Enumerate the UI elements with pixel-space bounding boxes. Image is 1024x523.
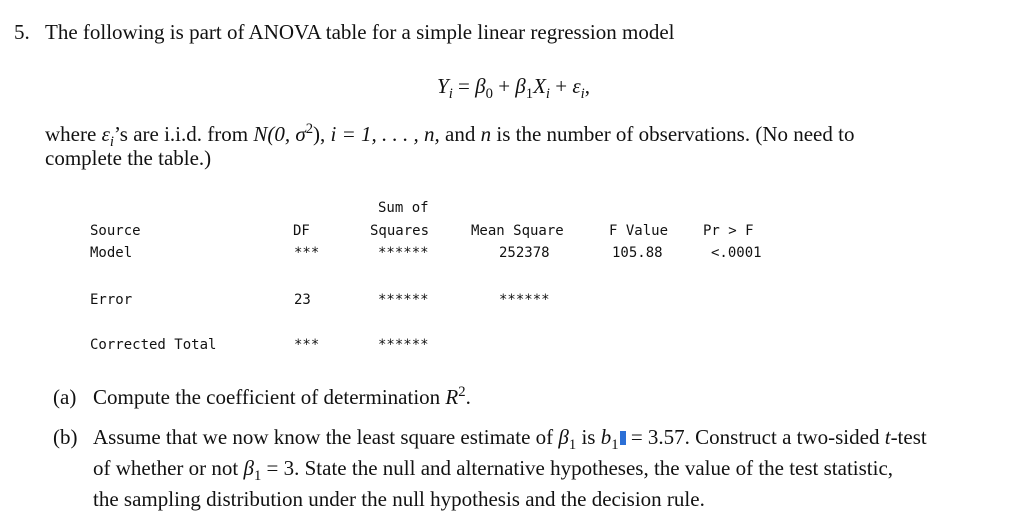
and-text: and	[439, 122, 481, 146]
part-b-1a: Assume that we now know the least square estimate of	[93, 425, 559, 449]
row-model-ss: ******	[378, 245, 429, 261]
row-model-df: ***	[294, 245, 320, 261]
part-b-1b: is	[576, 425, 601, 449]
part-b-1d: -test	[890, 425, 927, 449]
n-var: n	[480, 122, 492, 146]
header-source: Source	[90, 223, 141, 239]
part-b-2b: = 3. State the null and alternative hypotheses, the value of the test statistic,	[261, 456, 894, 480]
part-a-label: (a)	[53, 385, 77, 409]
row-error-ss: ******	[378, 292, 429, 308]
part-a-body: Compute the coefficient of determination	[93, 385, 446, 409]
header-f: F Value	[609, 223, 669, 239]
part-b-line-3: the sampling distribution under the null hypothesis and the decision rule.	[93, 487, 705, 511]
normal-close: ),	[313, 122, 326, 146]
part-b-label: (b)	[53, 425, 78, 449]
i-range: i = 1, . . . , n,	[330, 122, 440, 146]
row-error-ms: ******	[499, 292, 550, 308]
row-total-ss: ******	[378, 337, 429, 353]
part-b-line-2: of whether or not $\beta_1 = 3$. State the null and alternative hypotheses, the value of the test statistic,	[93, 456, 894, 485]
obs-text: is the number of observations. (No need to	[491, 122, 855, 146]
where-line: where $\varepsilon_i’s$ are i.i.d. from N(0, $\sigma^2$), i = 1, . . . , n, and n is the number of observations. (No need to	[45, 121, 855, 151]
header-ss-2: Squares	[370, 223, 430, 239]
where-text: where	[45, 122, 97, 146]
row-model-f: 105.88	[612, 245, 663, 261]
row-model-source: Model	[90, 245, 133, 261]
complete-line: complete the table.)	[45, 146, 212, 170]
part-b-2a: of whether or not	[93, 456, 244, 480]
part-a-text: Compute the coefficient of determination $R^2$.	[93, 384, 471, 409]
row-total-df: ***	[294, 337, 320, 353]
row-model-ms: 252378	[499, 245, 550, 261]
header-ss-1: Sum of	[378, 200, 429, 216]
row-total-source: Corrected Total	[90, 337, 217, 353]
eps-text: ’s are i.i.d. from	[113, 122, 249, 146]
question-intro: The following is part of ANOVA table for a simple linear regression model	[45, 20, 675, 44]
question-number: 5.	[14, 20, 30, 44]
header-ms: Mean Square	[471, 223, 564, 239]
normal-text: N(0, σ	[253, 122, 306, 146]
row-error-source: Error	[90, 292, 133, 308]
row-error-df: 23	[294, 292, 311, 308]
row-model-p: <.0001	[711, 245, 762, 261]
header-p: Pr > F	[703, 223, 754, 239]
part-b-line-1: Assume that we now know the least square estimate of $\beta_1$ is $b_1 = 3.57$. Construct a two-sided t-test	[93, 425, 927, 454]
model-equation: $Y_i = \beta_0 + \beta_1X_i + \varepsilon_i$,	[437, 74, 590, 103]
part-b-1c: = 3.57. Construct a two-sided	[625, 425, 885, 449]
header-df: DF	[293, 223, 310, 239]
